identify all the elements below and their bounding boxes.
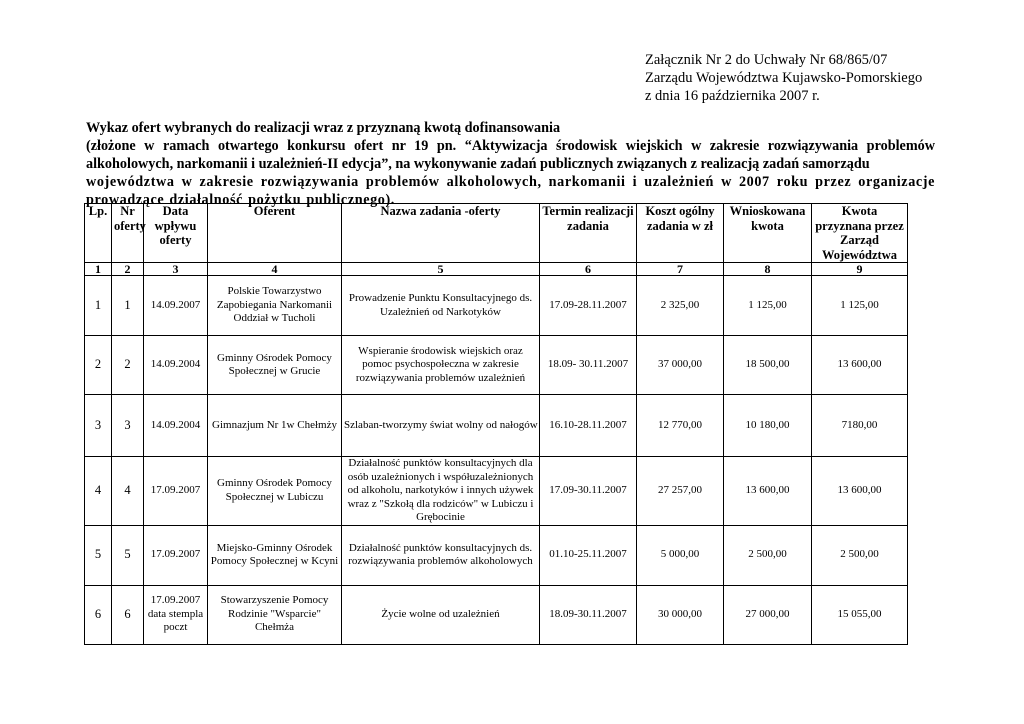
- column-number-row: [85, 263, 908, 276]
- cell-total-cost: 30 000,00: [637, 585, 724, 644]
- cell-granted-amount: 2 500,00: [812, 525, 908, 585]
- cell-offeror: Gminny Ośrodek Pomocy Społecznej w Lubiczu: [208, 457, 342, 526]
- cell-granted-amount: 13 600,00: [812, 457, 908, 526]
- cell-receipt-date: 17.09.2007: [144, 457, 208, 526]
- cell-task-name: Szlaban-tworzymy świat wolny od nałogów: [342, 395, 540, 457]
- cell-offer-number: 5: [112, 525, 144, 585]
- cell-task-name: Działalność punktów konsultacyjnych ds. rozwiązywania problemów alkoholowych: [342, 525, 540, 585]
- column-number: 2: [112, 263, 144, 276]
- cell-granted-amount: 15 055,00: [812, 585, 908, 644]
- header-implementation-period: Termin realizacji zadania: [540, 204, 637, 263]
- header-offer-number: Nr oferty: [112, 204, 144, 263]
- cell-offer-number: 4: [112, 457, 144, 526]
- cell-implementation-period: 17.09-28.11.2007: [540, 276, 637, 336]
- cell-total-cost: 5 000,00: [637, 525, 724, 585]
- column-number: 1: [85, 263, 112, 276]
- document-heading: [86, 119, 935, 209]
- cell-lp: 5: [85, 525, 112, 585]
- cell-implementation-period: 16.10-28.11.2007: [540, 395, 637, 457]
- cell-implementation-period: 17.09-30.11.2007: [540, 457, 637, 526]
- table-row: [85, 395, 908, 457]
- table-row: [85, 276, 908, 336]
- cell-offeror: Polskie Towarzystwo Zapobiegania Narkomanii Oddział w Tucholi: [208, 276, 342, 336]
- header-offeror: Oferent: [208, 204, 342, 263]
- cell-implementation-period: 01.10-25.11.2007: [540, 525, 637, 585]
- column-number: 6: [540, 263, 637, 276]
- cell-lp: 2: [85, 336, 112, 395]
- cell-task-name: Życie wolne od uzależnień: [342, 585, 540, 644]
- cell-lp: 1: [85, 276, 112, 336]
- table-row: [85, 525, 908, 585]
- cell-implementation-period: 18.09- 30.11.2007: [540, 336, 637, 395]
- cell-receipt-date: 14.09.2004: [144, 395, 208, 457]
- cell-offer-number: 1: [112, 276, 144, 336]
- table-row: [85, 457, 908, 526]
- column-number: 7: [637, 263, 724, 276]
- table-row: [85, 336, 908, 395]
- cell-task-name: Wspieranie środowisk wiejskich oraz pomoc psychospołeczna w zakresie rozwiązywania problemów uzależnień: [342, 336, 540, 395]
- attachment-line-2: Zarządu Województwa Kujawsko-Pomorskiego: [645, 70, 923, 86]
- cell-receipt-date: 17.09.2007: [144, 525, 208, 585]
- cell-offer-number: 2: [112, 336, 144, 395]
- cell-requested-amount: 2 500,00: [724, 525, 812, 585]
- column-number: 9: [812, 263, 908, 276]
- cell-requested-amount: 18 500,00: [724, 336, 812, 395]
- header-total-cost: Koszt ogólny zadania w zł: [637, 204, 724, 263]
- attachment-header: [645, 51, 922, 105]
- column-number: 8: [724, 263, 812, 276]
- cell-offer-number: 6: [112, 585, 144, 644]
- document-title: Wykaz ofert wybranych do realizacji wraz z przyznaną kwotą dofinansowania: [86, 120, 561, 136]
- cell-total-cost: 27 257,00: [637, 457, 724, 526]
- table-header: [85, 204, 908, 276]
- cell-offeror: Stowarzyszenie Pomocy Rodzinie "Wsparcie" Chełmża: [208, 585, 342, 644]
- cell-offeror: Gminny Ośrodek Pomocy Społecznej w Grucie: [208, 336, 342, 395]
- cell-total-cost: 37 000,00: [637, 336, 724, 395]
- column-number: 4: [208, 263, 342, 276]
- header-row: [85, 204, 908, 263]
- cell-lp: 6: [85, 585, 112, 644]
- cell-granted-amount: 13 600,00: [812, 336, 908, 395]
- document-subtitle: (złożone w ramach otwartego konkursu ofert nr 19 pn. “Aktywizacja środowisk wiejskich w zakresie rozwiązywania problemów alkoholowych, narkomanii i uzależnień-II edycja”, na wykonywanie zadań publicznych związanych z realizacją zadań samorządu: [86, 138, 935, 172]
- cell-task-name: Działalność punktów konsultacyjnych dla osób uzależnionych i współuzależnionych od alkoholu, narkotyków i innych używek wraz z "Szkołą dla rodziców" w Lubiczu i Grębocinie: [342, 457, 540, 526]
- cell-offer-number: 3: [112, 395, 144, 457]
- header-receipt-date: Data wpływu oferty: [144, 204, 208, 263]
- cell-task-name: Prowadzenie Punktu Konsultacyjnego ds. Uzależnień od Narkotyków: [342, 276, 540, 336]
- document-subtitle-continued: województwa w zakresie rozwiązywania problemów alkoholowych, narkomanii i uzależnień w 2007 roku przez organizacje prowadzące działalność pożytku publicznego).: [86, 174, 935, 208]
- cell-receipt-date: 14.09.2004: [144, 336, 208, 395]
- header-task-name: Nazwa zadania -oferty: [342, 204, 540, 263]
- attachment-line-3: z dnia 16 października 2007 r.: [645, 88, 820, 104]
- header-requested-amount: Wnioskowana kwota: [724, 204, 812, 263]
- column-number: 5: [342, 263, 540, 276]
- column-number: 3: [144, 263, 208, 276]
- table-row: [85, 585, 908, 644]
- cell-lp: 3: [85, 395, 112, 457]
- cell-receipt-date: 17.09.2007 data stempla poczt: [144, 585, 208, 644]
- cell-requested-amount: 13 600,00: [724, 457, 812, 526]
- cell-offeror: Miejsko-Gminny Ośrodek Pomocy Społecznej w Kcyni: [208, 525, 342, 585]
- cell-granted-amount: 7180,00: [812, 395, 908, 457]
- cell-implementation-period: 18.09-30.11.2007: [540, 585, 637, 644]
- cell-requested-amount: 27 000,00: [724, 585, 812, 644]
- cell-requested-amount: 10 180,00: [724, 395, 812, 457]
- cell-granted-amount: 1 125,00: [812, 276, 908, 336]
- cell-lp: 4: [85, 457, 112, 526]
- cell-requested-amount: 1 125,00: [724, 276, 812, 336]
- cell-offeror: Gimnazjum Nr 1w Chełmży: [208, 395, 342, 457]
- cell-receipt-date: 14.09.2007: [144, 276, 208, 336]
- cell-total-cost: 2 325,00: [637, 276, 724, 336]
- cell-total-cost: 12 770,00: [637, 395, 724, 457]
- header-lp: Lp.: [85, 204, 112, 263]
- offers-table: [84, 203, 908, 645]
- attachment-line-1: Załącznik Nr 2 do Uchwały Nr 68/865/07: [645, 52, 888, 68]
- header-granted-amount: Kwota przyznana przez Zarząd Województwa: [812, 204, 908, 263]
- table-body: [85, 276, 908, 645]
